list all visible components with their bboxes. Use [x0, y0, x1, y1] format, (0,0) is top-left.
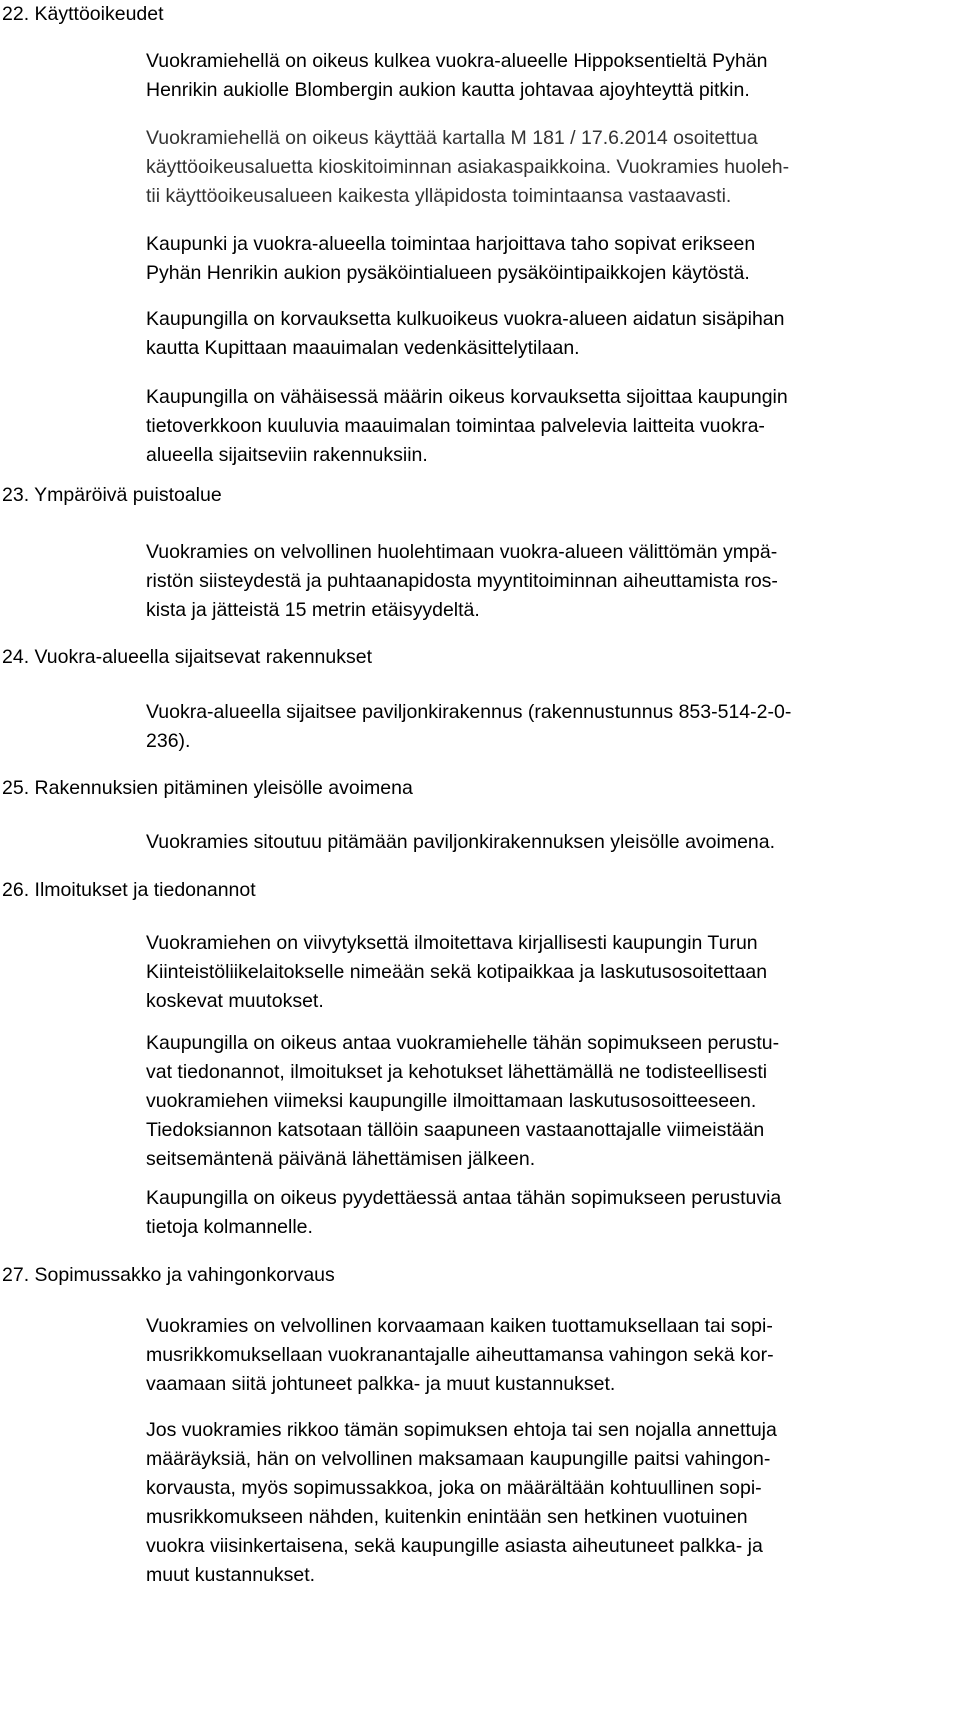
section-25-heading: 25. Rakennuksien pitäminen yleisölle avoimena: [2, 777, 413, 799]
text-line: tii käyttöoikeusalueen kaikesta ylläpidosta toimintaansa vastaavasti.: [146, 185, 732, 207]
section-27-heading: 27. Sopimussakko ja vahingonkorvaus: [2, 1264, 335, 1286]
section-22-paragraph-1: [146, 47, 767, 105]
text-line: ristön siisteydestä ja puhtaanapidosta myyntitoiminnan aiheuttamista ros-: [146, 570, 778, 592]
text-line: vaamaan siitä johtuneet palkka- ja muut kustannukset.: [146, 1373, 616, 1395]
text-line: käyttöoikeusaluetta kioskitoiminnan asiakaspaikkoina. Vuokramies huoleh-: [146, 156, 790, 178]
text-line: Kaupunki ja vuokra-alueella toimintaa harjoittava taho sopivat erikseen: [146, 233, 756, 255]
text-line: seitsemäntenä päivänä lähettämisen jälkeen.: [146, 1148, 536, 1170]
section-26-paragraph-2: [146, 1029, 779, 1174]
text-line: Kaupungilla on oikeus antaa vuokramiehelle tähän sopimukseen perustu-: [146, 1032, 780, 1054]
section-22-paragraph-4: [146, 305, 785, 363]
text-line: vuokramiehen viimeksi kaupungille ilmoittamaan laskutusosoitteeseen.: [146, 1090, 757, 1112]
text-line: määräyksiä, hän on velvollinen maksamaan kaupungille paitsi vahingon-: [146, 1448, 771, 1470]
text-line: musrikkomukseen nähden, kuitenkin enintään sen hetkinen vuotuinen: [146, 1506, 748, 1528]
text-line: korvausta, myös sopimussakkoa, joka on määrältään kohtuullinen sopi-: [146, 1477, 762, 1499]
text-line: tietoverkkoon kuuluvia maauimalan toimintaa palvelevia laitteita vuokra-: [146, 415, 765, 437]
text-line: kautta Kupittaan maauimalan vedenkäsittelytilaan.: [146, 337, 580, 359]
text-line: Vuokramies sitoutuu pitämään paviljonkirakennuksen yleisölle avoimena.: [146, 831, 776, 853]
section-26-paragraph-1: [146, 929, 767, 1016]
section-27-paragraph-2: [146, 1416, 777, 1590]
text-line: Tiedoksiannon katsotaan tällöin saapuneen vastaanottajalle viimeistään: [146, 1119, 765, 1141]
section-22-heading: 22. Käyttöoikeudet: [2, 3, 164, 25]
text-line: Vuokramiehellä on oikeus käyttää kartalla M 181 / 17.6.2014 osoitettua: [146, 127, 758, 149]
text-line: Vuokramies on velvollinen korvaamaan kaiken tuottamuksellaan tai sopi-: [146, 1315, 773, 1337]
section-26-heading: 26. Ilmoitukset ja tiedonannot: [2, 879, 256, 901]
text-line: Kaupungilla on korvauksetta kulkuoikeus vuokra-alueen aidatun sisäpihan: [146, 308, 785, 330]
section-23-heading: 23. Ympäröivä puistoalue: [2, 484, 222, 506]
text-line: Kaupungilla on vähäisessä määrin oikeus korvauksetta sijoittaa kaupungin: [146, 386, 788, 408]
section-23-paragraph-1: [146, 538, 778, 625]
text-line: Henrikin aukiolle Blombergin aukion kautta johtavaa ajoyhteyttä pitkin.: [146, 79, 750, 101]
text-line: musrikkomuksellaan vuokranantajalle aiheuttamansa vahingon sekä kor-: [146, 1344, 774, 1366]
section-22-paragraph-5: [146, 383, 788, 470]
text-line: Vuokra-alueella sijaitsee paviljonkirakennus (rakennustunnus 853-514-2-0-: [146, 701, 792, 723]
section-22-paragraph-3: [146, 230, 755, 288]
text-line: koskevat muutokset.: [146, 990, 324, 1012]
text-line: Pyhän Henrikin aukion pysäköintialueen pysäköintipaikkojen käytöstä.: [146, 262, 750, 284]
section-25-paragraph-1: [146, 828, 775, 857]
text-line: Kiinteistöliikelaitokselle nimeään sekä kotipaikkaa ja laskutusosoitettaan: [146, 961, 768, 983]
text-line: Vuokramiehellä on oikeus kulkea vuokra-alueelle Hippoksentieltä Pyhän: [146, 50, 768, 72]
text-line: vat tiedonannot, ilmoitukset ja kehotukset lähettämällä ne todisteellisesti: [146, 1061, 768, 1083]
section-24-paragraph-1: [146, 698, 791, 756]
text-line: Vuokramiehen on viivytyksettä ilmoitettava kirjallisesti kaupungin Turun: [146, 932, 758, 954]
text-line: vuokra viisinkertaisena, sekä kaupungille asiasta aiheutuneet palkka- ja: [146, 1535, 763, 1557]
text-line: Vuokramies on velvollinen huolehtimaan vuokra-alueen välittömän ympä-: [146, 541, 778, 563]
text-line: 236).: [146, 730, 191, 752]
text-line: Kaupungilla on oikeus pyydettäessä antaa tähän sopimukseen perustuvia: [146, 1187, 782, 1209]
text-line: tietoja kolmannelle.: [146, 1216, 313, 1238]
section-26-paragraph-3: [146, 1184, 781, 1242]
text-line: muut kustannukset.: [146, 1564, 316, 1586]
text-line: alueella sijaitseviin rakennuksiin.: [146, 444, 428, 466]
text-line: kista ja jätteistä 15 metrin etäisyydeltä.: [146, 599, 480, 621]
section-22-paragraph-2: [146, 124, 789, 211]
section-24-heading: 24. Vuokra-alueella sijaitsevat rakennukset: [2, 646, 372, 668]
section-27-paragraph-1: [146, 1312, 774, 1399]
text-line: Jos vuokramies rikkoo tämän sopimuksen ehtoja tai sen nojalla annettuja: [146, 1419, 777, 1441]
